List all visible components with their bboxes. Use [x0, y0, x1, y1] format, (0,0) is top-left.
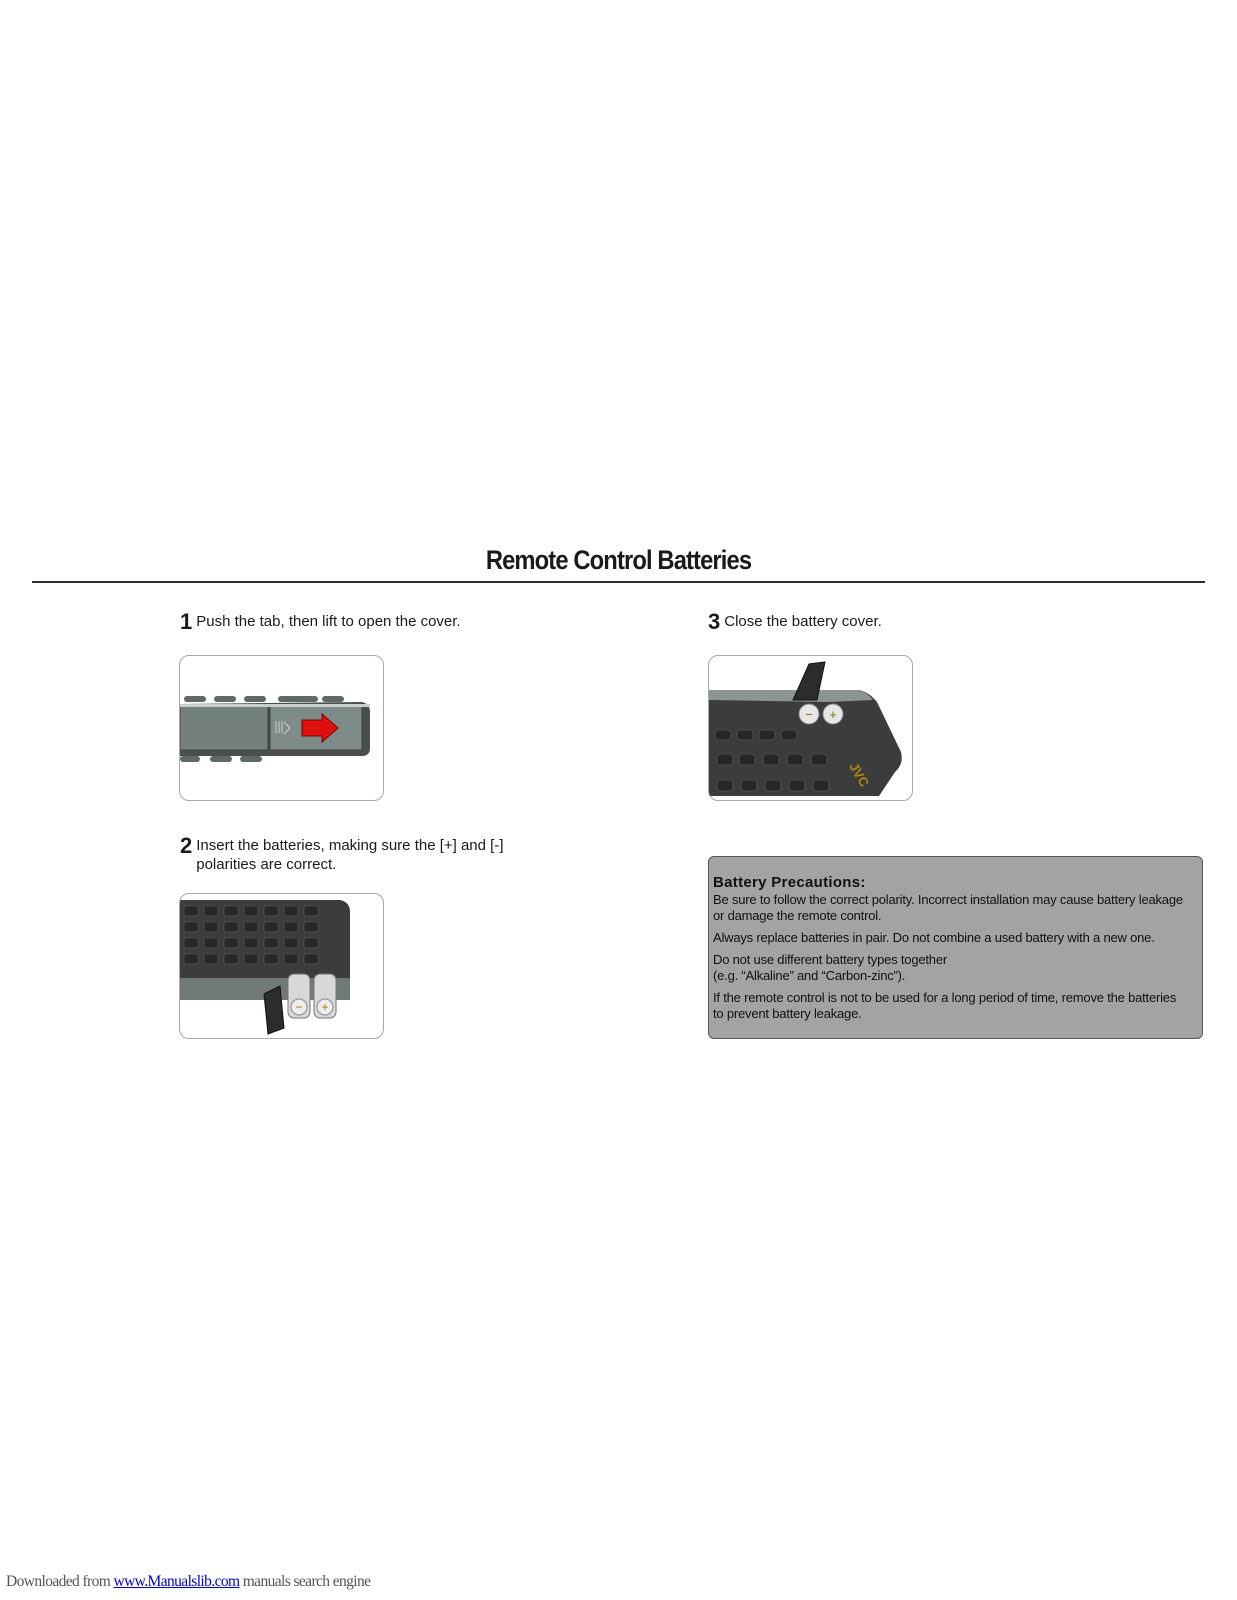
footer-link[interactable]: www.Manualslib.com — [113, 1573, 240, 1590]
precaution-item — [713, 930, 1198, 946]
minus-sign-icon: − — [295, 1000, 303, 1014]
precaution-1-line-1: Be sure to follow the correct polarity. Incorrect installation may cause battery leakage — [713, 892, 1183, 907]
precaution-4-line-1: If the remote control is not to be used for a long period of time, remove the batteries — [713, 990, 1177, 1005]
remote-insert-batteries-image — [180, 894, 384, 1039]
precaution-4-line-2: to prevent battery leakage. — [713, 1006, 862, 1021]
battery-precautions-box — [708, 856, 1203, 1039]
step-2-text-line-2: polarities are correct. — [196, 856, 337, 873]
page-title: Remote Control Batteries — [485, 545, 752, 575]
step-2-illustration — [179, 893, 384, 1039]
step-2-heading — [180, 833, 504, 874]
precaution-item — [713, 892, 1198, 924]
step-1-heading — [180, 609, 461, 634]
step-1-text: Push the tab, then lift to open the cover. — [196, 613, 461, 630]
precaution-2-line-1: Always replace batteries in pair. Do not combine a used battery with a new one. — [713, 930, 1155, 945]
jvc-logo: JVC — [846, 760, 873, 790]
plus-sign-icon: + — [321, 1000, 329, 1014]
precaution-item — [713, 952, 1198, 984]
remote-open-tab-image — [180, 656, 384, 801]
step-1-illustration — [179, 655, 384, 801]
step-2-number: 2 — [180, 833, 193, 858]
step-1-number: 1 — [180, 609, 193, 634]
step-3-illustration — [708, 655, 913, 801]
precaution-3-line-1: Do not use different battery types together — [713, 952, 947, 967]
remote-close-cover-image — [709, 656, 913, 801]
step-3-text: Close the battery cover. — [724, 613, 882, 630]
step-3-heading — [708, 609, 882, 634]
step-3-number: 3 — [708, 609, 721, 634]
precaution-3-line-2: (e.g. “Alkaline” and “Carbon-zinc”). — [713, 968, 906, 983]
precautions-title: Battery Precautions: — [713, 874, 866, 891]
title-divider — [32, 581, 1205, 583]
minus-sign-icon: − — [805, 707, 813, 722]
plus-sign-icon: + — [829, 707, 837, 722]
footer-prefix: Downloaded from — [6, 1573, 111, 1590]
precaution-1-line-2: or damage the remote control. — [713, 908, 882, 923]
footer-suffix: manuals search engine — [239, 1573, 371, 1590]
step-2-text-line-1: Insert the batteries, making sure the [+] and [-] — [196, 837, 504, 854]
footer — [6, 1573, 370, 1591]
precaution-item — [713, 990, 1198, 1022]
